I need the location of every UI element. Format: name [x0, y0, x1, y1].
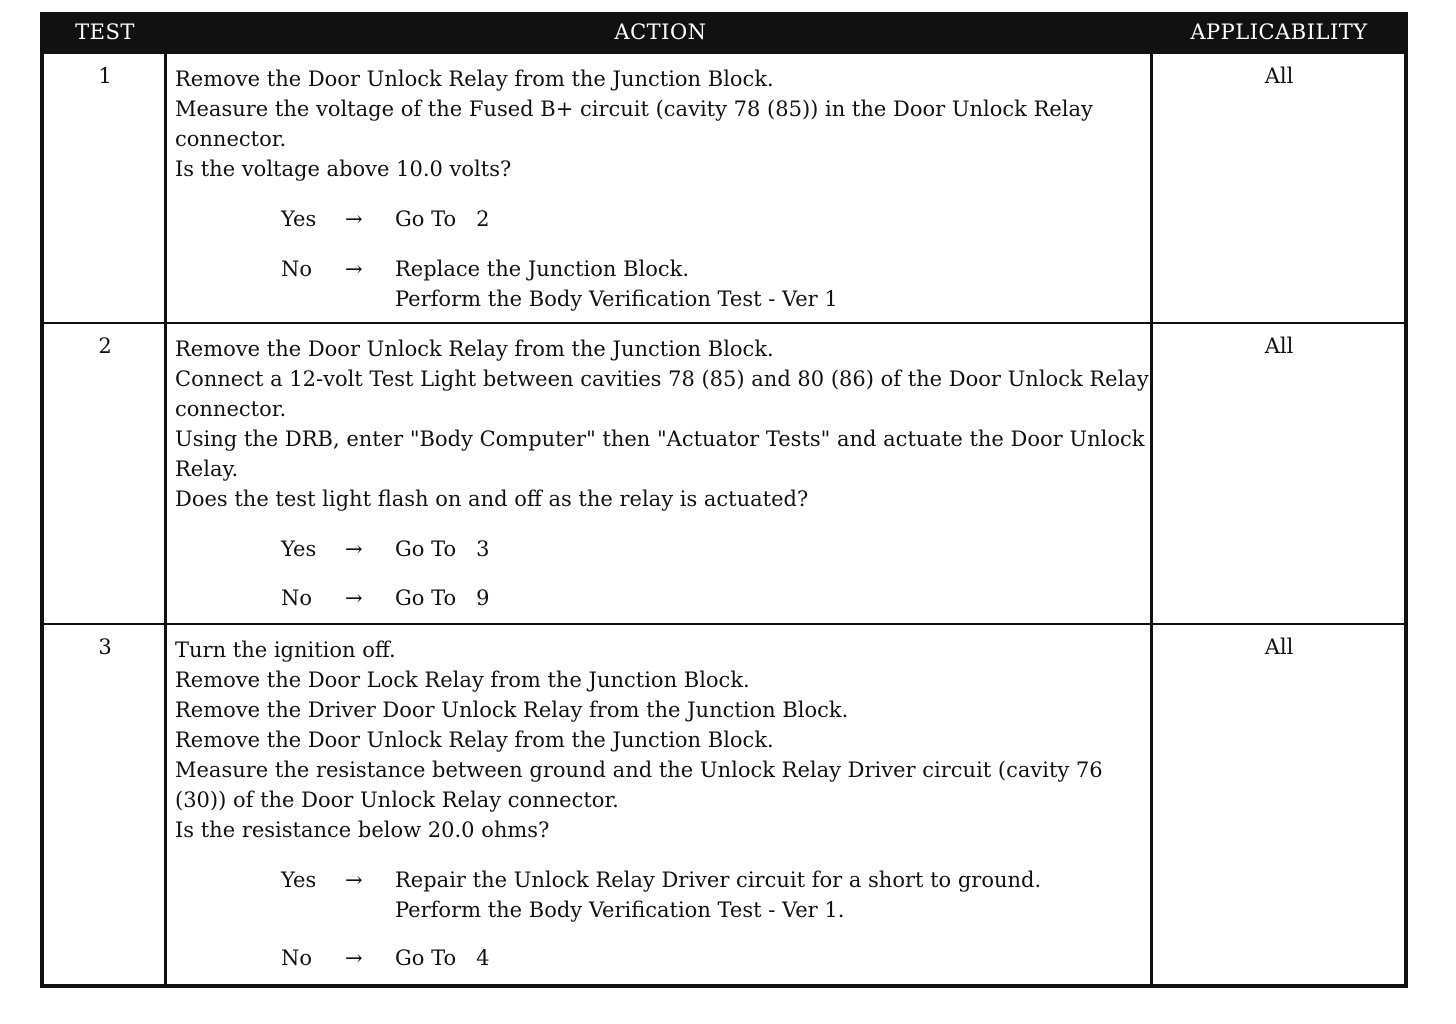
result-line: Go To 2 [395, 207, 490, 231]
action-line: Remove the Door Unlock Relay from the Junction Block. [175, 728, 774, 752]
action-line: Connect a 12-volt Test Light between cavities 78 (85) and 80 (86) of the Door Unlock Relay connector. [175, 367, 1149, 421]
action-line: Does the test light flash on and off as the relay is actuated? [175, 487, 809, 511]
action-line: Remove the Door Unlock Relay from the Junction Block. [175, 337, 774, 361]
action-line: Is the resistance below 20.0 ohms? [175, 818, 550, 842]
action-cell [175, 64, 1150, 314]
header-action: ACTION [614, 20, 707, 44]
branch-answer: Yes [281, 537, 317, 561]
branch-yes [281, 204, 1150, 234]
branch-result [395, 254, 1150, 314]
arrow-right-icon: → [345, 207, 363, 231]
result-line: Perform the Body Verification Test - Ver 1. [395, 898, 845, 922]
branch-no [281, 254, 1150, 314]
branch-answer: No [281, 586, 313, 610]
branch-yes [281, 865, 1150, 925]
table-row [44, 54, 1404, 322]
applicability-value: All [1264, 635, 1294, 659]
branch-answer: No [281, 946, 313, 970]
arrow-right-icon: → [345, 586, 363, 610]
action-line: Measure the voltage of the Fused B+ circuit (cavity 78 (85)) in the Door Unlock Relay connector. [175, 97, 1093, 151]
table-header [44, 12, 1404, 54]
result-line: Replace the Junction Block. [395, 257, 690, 281]
branch-result [395, 865, 1150, 925]
action-line: Remove the Driver Door Unlock Relay from the Junction Block. [175, 698, 849, 722]
branch-result [395, 583, 1150, 613]
action-cell [175, 635, 1150, 973]
action-line: Turn the ignition off. [175, 638, 396, 662]
diagnostic-table [40, 12, 1408, 988]
branch-answer: No [281, 257, 313, 281]
test-number: 2 [98, 334, 112, 358]
arrow-right-icon: → [345, 946, 363, 970]
test-number: 3 [98, 635, 112, 659]
branch-no [281, 583, 1150, 613]
applicability-value: All [1264, 334, 1294, 358]
action-line: Using the DRB, enter "Body Computer" then "Actuator Tests" and actuate the Door Unlock Relay. [175, 427, 1145, 481]
action-line: Is the voltage above 10.0 volts? [175, 157, 512, 181]
result-line: Go To 4 [395, 946, 490, 970]
arrow-right-icon: → [345, 257, 363, 281]
action-cell [175, 334, 1150, 613]
result-line: Go To 3 [395, 537, 490, 561]
table-row [44, 625, 1404, 984]
branch-result [395, 534, 1150, 564]
branch-result [395, 943, 1150, 973]
arrow-right-icon: → [345, 537, 363, 561]
test-number: 1 [98, 64, 112, 88]
header-applicability: APPLICABILITY [1190, 20, 1368, 44]
applicability-value: All [1264, 64, 1294, 88]
result-line: Go To 9 [395, 586, 490, 610]
arrow-right-icon: → [345, 868, 363, 892]
result-line: Perform the Body Verification Test - Ver 1 [395, 287, 838, 311]
table-row [44, 324, 1404, 622]
branch-answer: Yes [281, 207, 317, 231]
branch-result [395, 204, 1150, 234]
header-test: TEST [75, 20, 135, 44]
branch-answer: Yes [281, 868, 317, 892]
branch-no [281, 943, 1150, 973]
action-line: Remove the Door Lock Relay from the Junction Block. [175, 668, 750, 692]
action-line: Measure the resistance between ground and the Unlock Relay Driver circuit (cavity 76 (30)) of the Door Unlock Relay connector. [175, 758, 1103, 812]
action-line: Remove the Door Unlock Relay from the Junction Block. [175, 67, 774, 91]
branch-yes [281, 534, 1150, 564]
result-line: Repair the Unlock Relay Driver circuit for a short to ground. [395, 868, 1042, 892]
